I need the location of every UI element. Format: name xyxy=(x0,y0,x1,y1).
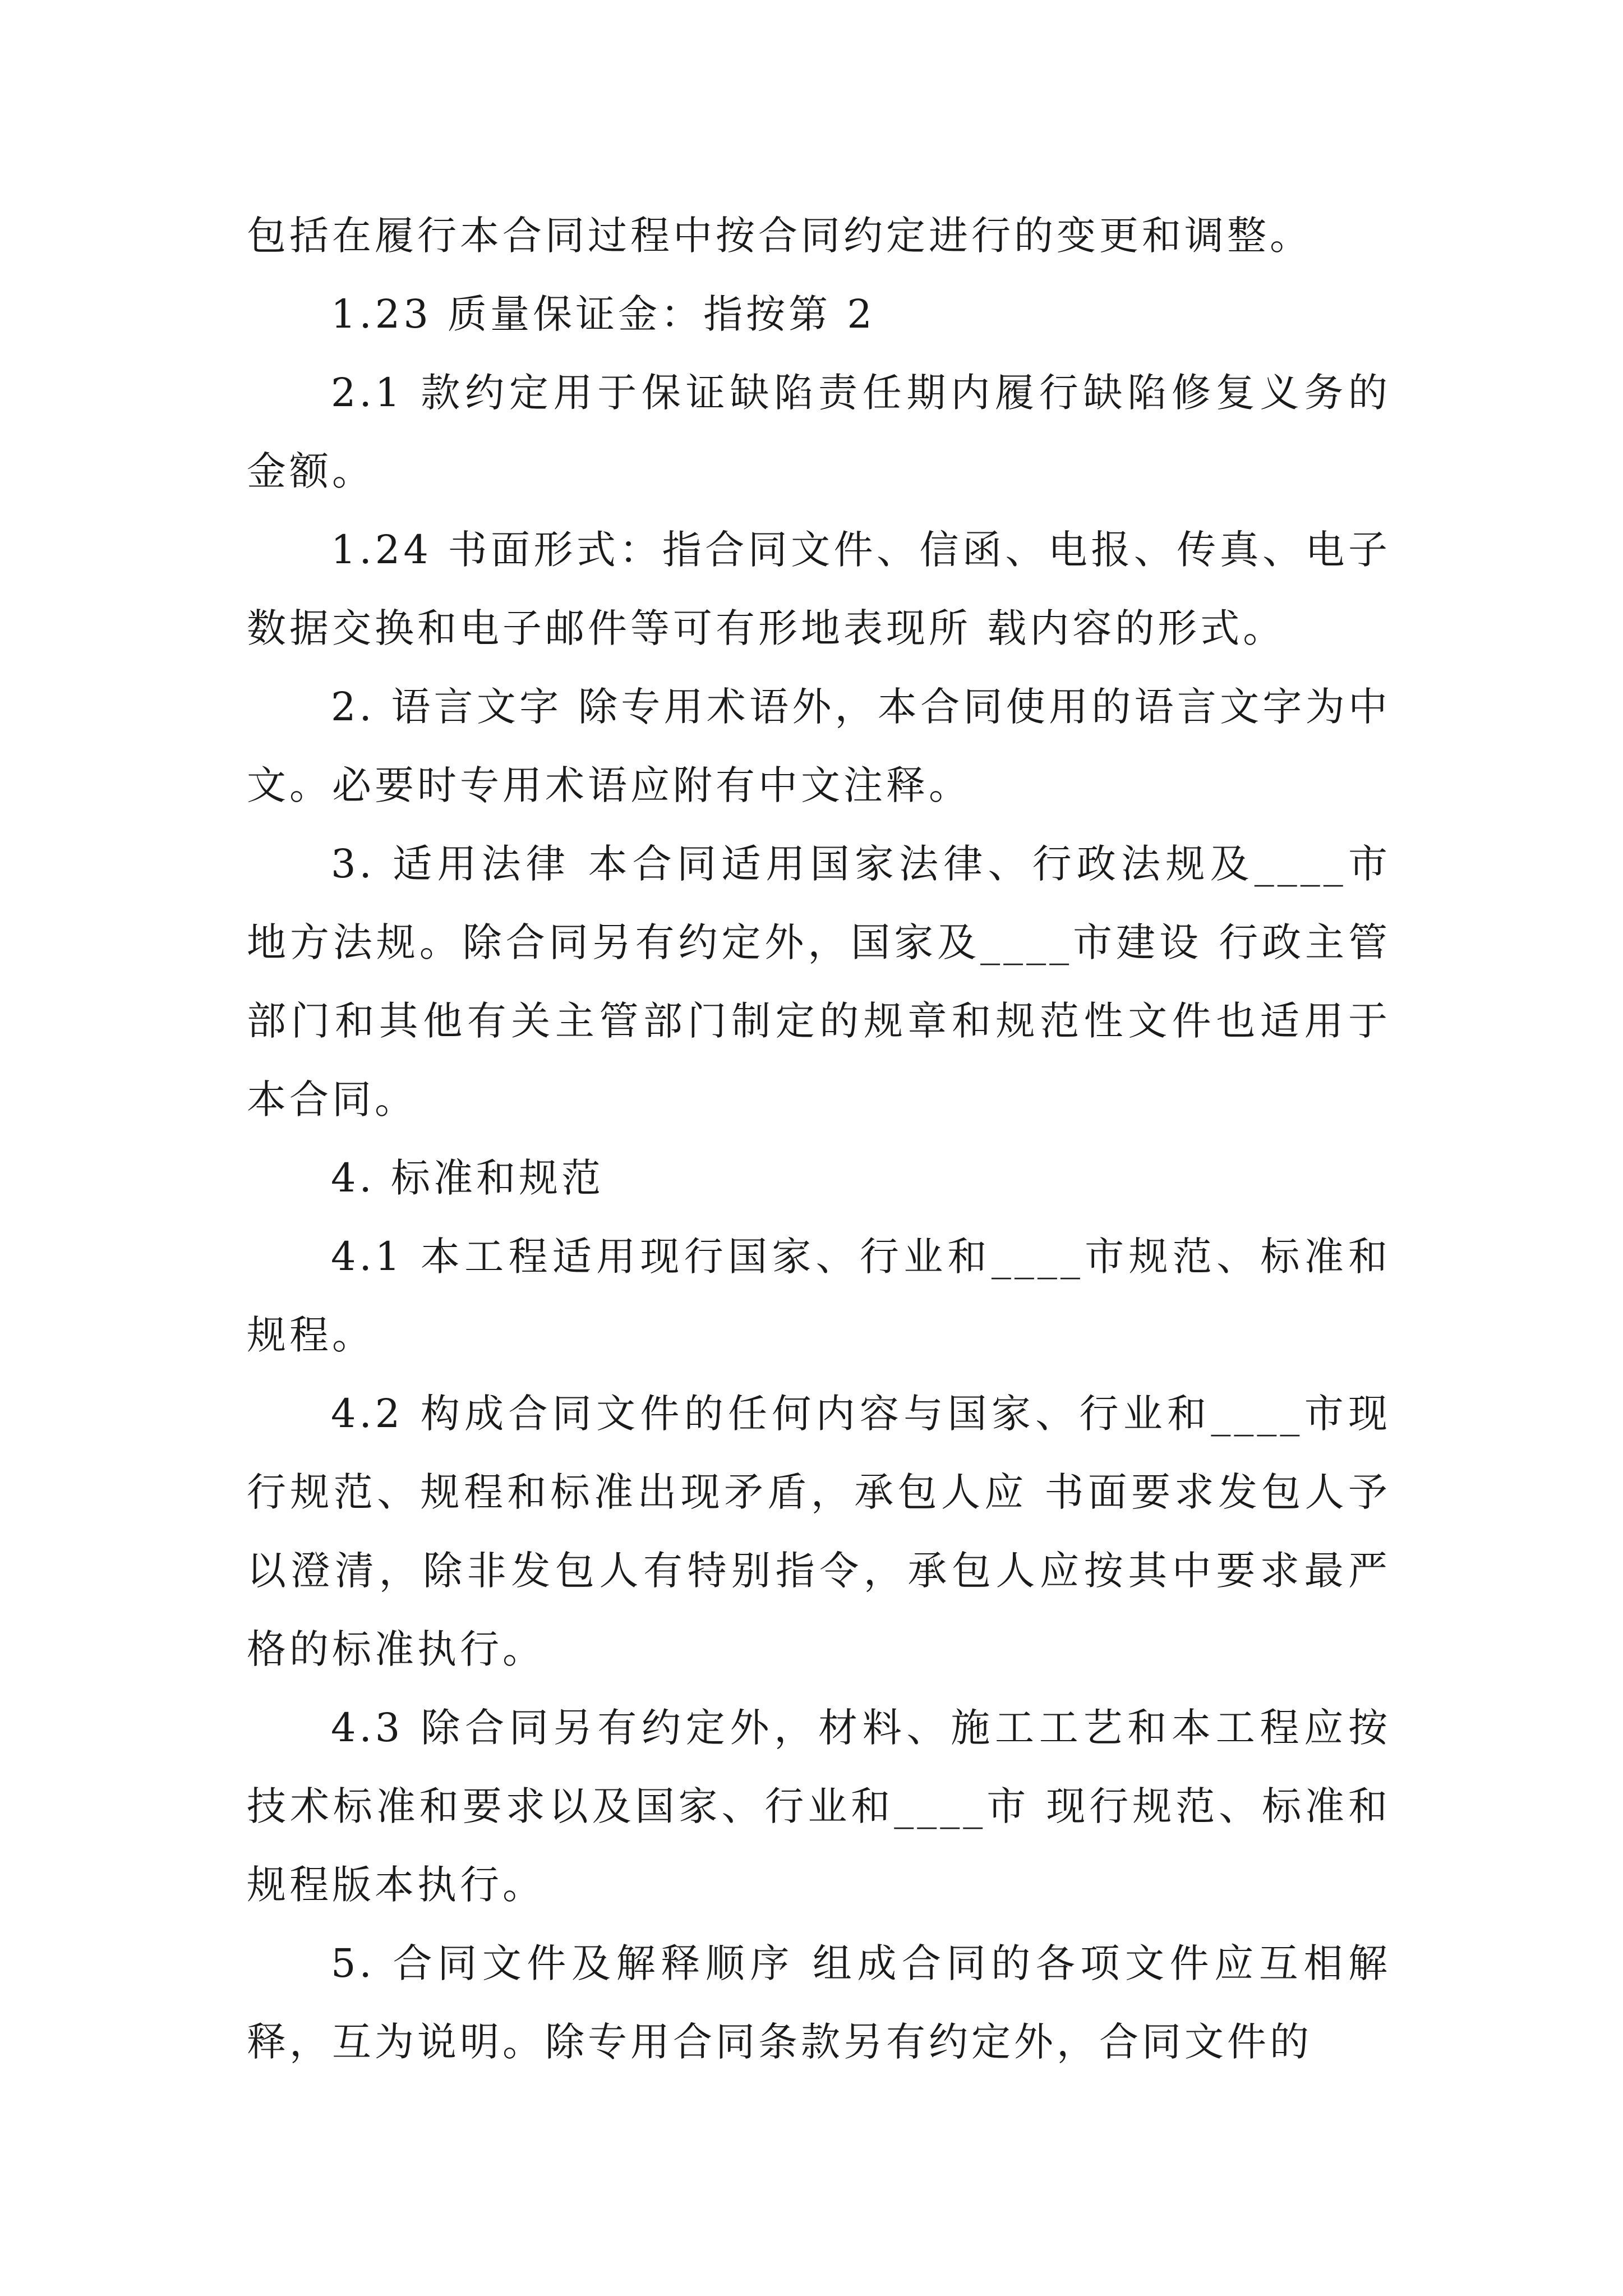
paragraph-1-24: 1.24 书面形式：指合同文件、信函、电报、传真、电子数据交换和电子邮件等可有形地表现所 载内容的形式。 xyxy=(247,527,1391,651)
paragraph-4-standards: 4. 标准和规范 xyxy=(331,1155,605,1201)
paragraph-3-law: 3. 适用法律 本合同适用国家法律、行政法规及____市地方法规。除合同另有约定外，国家及____市建设 行政主管部门和其他有关主管部门制定的规章和规范性文件也适用于本合同。 xyxy=(247,841,1391,1122)
paragraph-4-3: 4.3 除合同另有约定外，材料、施工工艺和本工程应按技术标准和要求以及国家、行业和____市 现行规范、标准和规程版本执行。 xyxy=(247,1705,1391,1908)
paragraph-2-1: 2.1 款约定用于保证缺陷责任期内履行缺陷修复义务的金额。 xyxy=(247,370,1391,494)
paragraph-5-documents: 5. 合同文件及解释顺序 组成合同的各项文件应互相解释，互为说明。除专用合同条款另有约定外，合同文件的 xyxy=(247,1940,1391,2065)
paragraph-2-language: 2. 语言文字 除专用术语外，本合同使用的语言文字为中文。必要时专用术语应附有中文注释。 xyxy=(247,684,1391,808)
paragraph-1-23: 1.23 质量保证金：指按第 2 xyxy=(331,291,875,337)
document-body xyxy=(247,196,1391,2081)
paragraph-continuation: 包括在履行本合同过程中按合同约定进行的变更和调整。 xyxy=(247,213,1312,259)
paragraph-4-1: 4.1 本工程适用现行国家、行业和____市规范、标准和规程。 xyxy=(247,1234,1391,1358)
paragraph-4-2: 4.2 构成合同文件的任何内容与国家、行业和____市现行规范、规程和标准出现矛盾，承包人应 书面要求发包人予以澄清，除非发包人有特别指令，承包人应按其中要求最严格的标准执行。 xyxy=(247,1391,1391,1672)
